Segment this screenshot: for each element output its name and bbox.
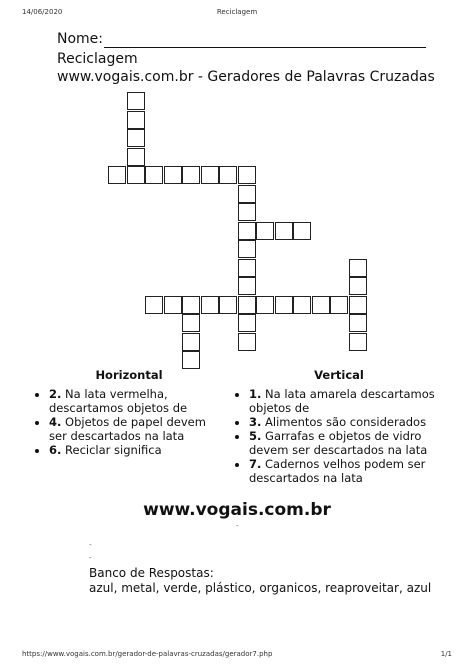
clue-item: [249, 429, 444, 457]
crossword-cell: [182, 351, 200, 369]
clue-text: Alimentos são considerados: [261, 415, 427, 429]
clue-item: [249, 415, 444, 429]
answer-bank-label: Banco de Respostas:: [89, 566, 214, 580]
crossword-cell: [349, 314, 367, 332]
separator-dot: -: [89, 554, 92, 562]
worksheet-title: Reciclagem: [57, 51, 138, 67]
clue-text: Cadernos velhos podem ser descartados na lata: [249, 457, 426, 485]
print-title: Reciclagem: [216, 8, 258, 16]
name-label: Nome:: [57, 31, 104, 47]
crossword-cell: [238, 259, 256, 277]
clue-text: Na lata vermelha, descartamos objetos de: [49, 387, 188, 415]
horizontal-heading: Horizontal: [95, 368, 163, 382]
crossword-cell: [238, 333, 256, 351]
clue-number: 7.: [249, 457, 262, 471]
crossword-cell: [256, 222, 274, 240]
clue-item: [49, 387, 224, 415]
crossword-cell: [182, 314, 200, 332]
crossword-cell: [182, 333, 200, 351]
separator-dot: -: [89, 541, 92, 549]
crossword-cell: [238, 185, 256, 203]
horizontal-clues: [34, 368, 224, 457]
crossword-cell: [145, 296, 163, 314]
crossword-cell: [164, 166, 182, 184]
vertical-heading: Vertical: [314, 368, 364, 382]
clue-number: 2.: [49, 387, 62, 401]
crossword-cell: [238, 222, 256, 240]
crossword-cell: [201, 296, 219, 314]
crossword-cell: [182, 296, 200, 314]
clue-item: [249, 387, 444, 415]
answer-bank: [89, 566, 431, 596]
clue-item: [249, 457, 444, 485]
crossword-cell: [275, 222, 293, 240]
clue-text: Garrafas e objetos de vidro devem ser descartados na lata: [249, 429, 428, 457]
separator-dot: -: [236, 522, 239, 530]
clue-text: Objetos de papel devem ser descartados na lata: [49, 415, 206, 443]
crossword-cell: [238, 240, 256, 258]
brand-url: www.vogais.com.br: [143, 500, 331, 520]
page-number: 1/1: [440, 650, 452, 658]
answer-bank-words: azul, metal, verde, plástico, organicos, reaproveitar, azul: [89, 581, 432, 595]
clue-number: 6.: [49, 443, 62, 457]
clue-number: 3.: [249, 415, 262, 429]
crossword-cell: [349, 277, 367, 295]
crossword-cell: [164, 296, 182, 314]
crossword-cell: [182, 166, 200, 184]
crossword-cell: [127, 166, 145, 184]
crossword-cell: [127, 92, 145, 110]
crossword-cell: [349, 333, 367, 351]
crossword-cell: [275, 296, 293, 314]
crossword-cell: [108, 166, 126, 184]
vertical-clues: [234, 368, 444, 485]
clue-number: 1.: [249, 387, 262, 401]
clue-item: [49, 415, 224, 443]
crossword-cell: [238, 296, 256, 314]
crossword-cell: [349, 296, 367, 314]
clue-item: [49, 443, 224, 457]
clue-text: Reciclar significa: [61, 443, 162, 457]
crossword-cell: [238, 203, 256, 221]
crossword-cell: [238, 314, 256, 332]
worksheet-subtitle: www.vogais.com.br - Geradores de Palavras Cruzadas: [57, 69, 435, 85]
crossword-cell: [201, 166, 219, 184]
clue-number: 4.: [49, 415, 62, 429]
footer-url: https://www.vogais.com.br/gerador-de-palavras-cruzadas/gerador7.php: [22, 650, 273, 658]
crossword-cell: [256, 296, 274, 314]
crossword-cell: [349, 259, 367, 277]
crossword-cell: [145, 166, 163, 184]
crossword-cell: [293, 296, 311, 314]
print-date: 14/06/2020: [22, 8, 63, 16]
crossword-cell: [330, 296, 348, 314]
crossword-cell: [127, 111, 145, 129]
crossword-cell: [219, 166, 237, 184]
clue-number: 5.: [249, 429, 262, 443]
crossword-cell: [293, 222, 311, 240]
crossword-cell: [238, 166, 256, 184]
crossword-cell: [219, 296, 237, 314]
crossword-cell: [238, 277, 256, 295]
crossword-cell: [127, 148, 145, 166]
clue-text: Na lata amarela descartamos objetos de: [249, 387, 435, 415]
crossword-cell: [312, 296, 330, 314]
crossword-cell: [127, 129, 145, 147]
